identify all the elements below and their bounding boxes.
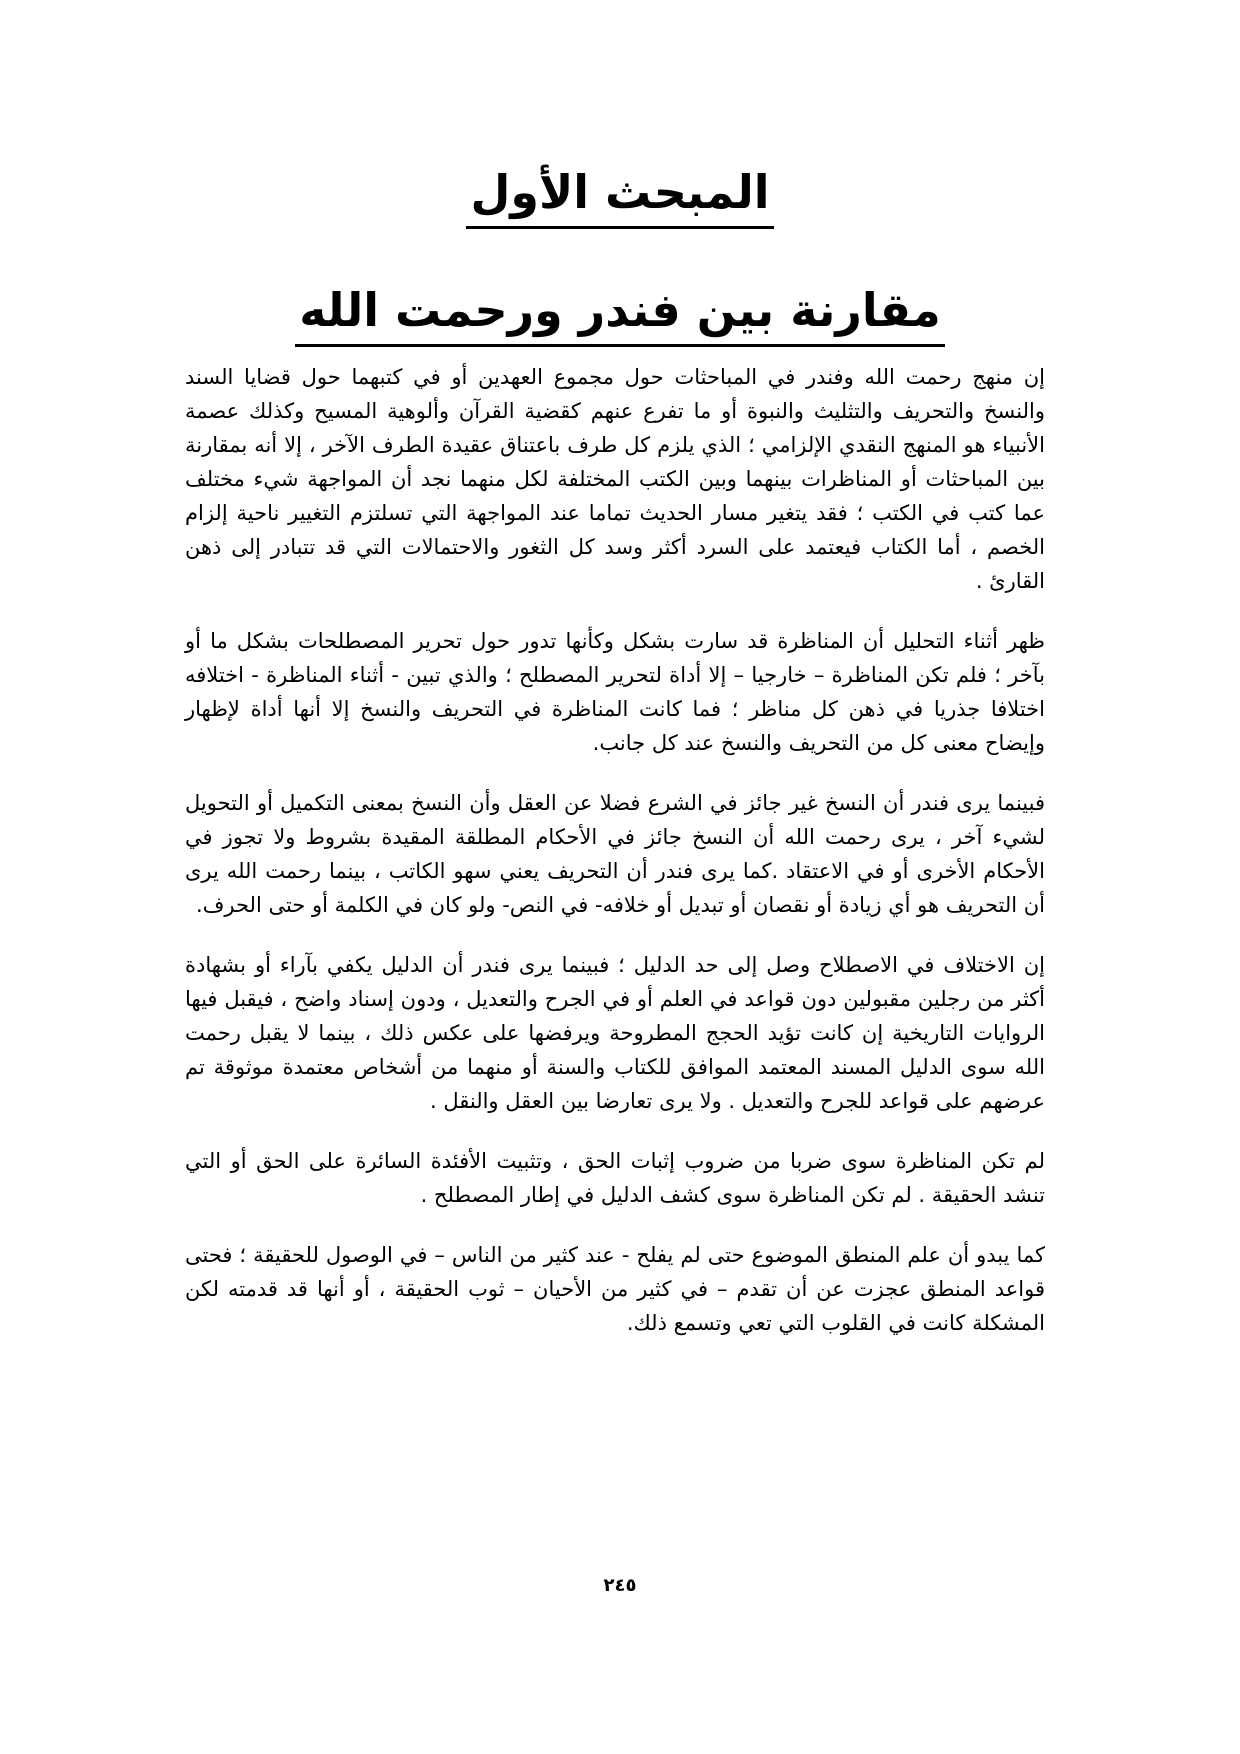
section-title — [0, 160, 1240, 229]
paragraph-5: لم تكن المناظرة سوى ضربا من ضروب إثبات الحق ، وتثبيت الأفئدة السائرة على الحق أو التي تنشد الحقيقة . لم تكن المناظرة سوى كشف الدليل في إطار المصطلح . — [185, 1149, 1045, 1207]
section-title-text: المبحث الأول — [466, 160, 773, 229]
page-title — [0, 278, 1240, 347]
paragraph-6: كما يبدو أن علم المنطق الموضوع حتى لم يفلح - عند كثير من الناس – في الوصول للحقيقة ؛ فحتى قواعد المنطق عجزت عن أن تقدم – في كثير من الأحيان – ثوب الحقيقة ، أو أنها قد قدمته لكن المشكلة كانت في القلوب التي تعي وتسمع ذلك. — [185, 1243, 1045, 1335]
paragraph-2: ظهر أثناء التحليل أن المناظرة قد سارت بشكل وكأنها تدور حول تحرير المصطلحات بشكل ما أو بآخر ؛ فلم تكن المناظرة – خارجيا – إلا أداة لتحرير المصطلح ؛ والذي تبين - أثناء المناظرة - اختلافه اختلافا جذريا في ذهن كل مناظر ؛ فما كانت المناظرة في التحريف والنسخ إلا أنها أداة لإظهار وإيضاح معنى كل من التحريف والنسخ عند كل جانب. — [185, 629, 1045, 755]
paragraph-1: إن منهج رحمت الله وفندر في المباحثات حول مجموع العهدين أو في كتبهما حول قضايا السند والنسخ والتحريف والتثليث والنبوة أو ما تفرع عنهم كقضية القرآن وألوهية المسيح وكذلك عصمة الأنبياء هو المنهج النقدي الإلزامي ؛ الذي يلزم كل طرف باعتناق عقيدة الطرف الآخر ، إلا أنه بمقارنة بين المباحثات أو المناظرات بينهما وبين الكتب المختلفة لكل منهما نجد أن المواجهة شيء مختلف عما كتب في الكتب ؛ فقد يتغير مسار الحديث تماما عند المواجهة التي تسلتزم التغيير ناحية إلزام الخصم ، أما الكتاب فيعتمد على السرد أكثر وسد كل الثغور والاحتمالات التي قد تتبادر إلى ذهن القارئ . — [185, 365, 1045, 593]
body-text — [185, 360, 1045, 1366]
page-number: ٢٤٥ — [603, 1575, 637, 1596]
paragraph-4: إن الاختلاف في الاصطلاح وصل إلى حد الدليل ؛ فبينما يرى فندر أن الدليل يكفي بآراء أو بشهادة أكثر من رجلين مقبولين دون قواعد في العلم أو في الجرح والتعديل ، ودون إسناد واضح ، فيقبل فيها الروايات التاريخية إن كانت تؤيد الحجج المطروحة ويرفضها على عكس ذلك ، بينما لا يقبل رحمت الله سوى الدليل المسند المعتمد الموافق للكتاب والسنة أو منهما من أشخاص معتمدة موثوقة تم عرضهم على قواعد للجرح والتعديل . ولا يرى تعارضا بين العقل والنقل . — [185, 953, 1045, 1113]
paragraph-3: فبينما يرى فندر أن النسخ غير جائز في الشرع فضلا عن العقل وأن النسخ بمعنى التكميل أو التحويل لشيء آخر ، يرى رحمت الله أن النسخ جائز في الأحكام المطلقة المقيدة بشروط ولا تجوز في الأحكام الأخرى أو في الاعتقاد .كما يرى فندر أن التحريف يعني سهو الكاتب ، بينما رحمت الله يرى أن التحريف هو أي زيادة أو نقصان أو تبديل أو خلافه- في النص- ولو كان في الكلمة أو حتى الحرف. — [185, 791, 1045, 917]
page-title-text: مقارنة بين فندر ورحمت الله — [295, 278, 944, 347]
